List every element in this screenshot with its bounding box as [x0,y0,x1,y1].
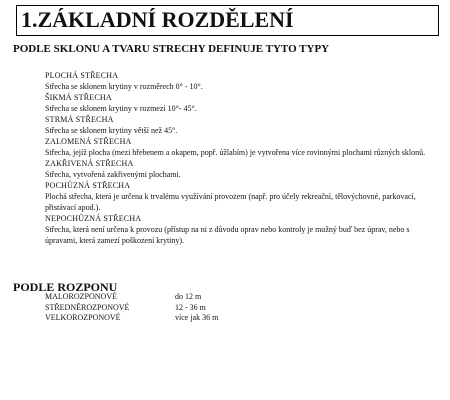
table-row [45,313,218,324]
roof-type-description: Střecha, jejíž plocha (mezi hřebenem a okapem, popř. úžlabím) je vytvořena více rovinnými plochami různých sklonů. [45,148,426,157]
span-category: STŘEDNĚROZPONOVÉ [45,302,130,312]
roof-type-name: ŠIKMÁ STŘECHA [45,93,112,102]
list-item [45,158,440,180]
span-category: VELKOROZPONOVÉ [45,313,121,322]
list-item [45,136,440,158]
roof-type-name: POCHŮZNÁ STŘECHA [45,181,131,190]
list-item [45,92,440,114]
roof-type-description: Střecha, která není určena k provozu (přístup na ni z důvodu oprav nebo kontroly je možný buď bez úprav, nebo s úpravami, která zamezí poškození krytiny). [45,225,410,245]
list-item [45,70,440,92]
table-row [45,292,218,303]
roof-type-description: Střecha se sklonem krytiny v rozměrech 0° - 10°. [45,82,203,91]
table-row [45,303,218,314]
list-item [45,213,440,246]
roof-type-description: Střecha se sklonem krytiny v rozmezí 10°- 45°. [45,104,197,113]
list-item [45,180,440,213]
section-heading-slope: PODLE SKLONU A TVARU STRECHY DEFINUJE TYTO TYPY [13,43,330,55]
span-range: více jak 36 m [175,313,219,322]
roof-type-description: Plochá střecha, která je určena k trvalému využívání provozem (např. pro účely rekreační, tělovýchovné, parkovací, přistávací apod.). [45,192,416,212]
span-category: MALOROZPONOVÉ [45,292,117,301]
roof-type-name: ZALOMENÁ STŘECHA [45,137,132,146]
span-range: 12 - 36 m [175,302,206,312]
roof-type-name: NEPOCHŮZNÁ STŘECHA [45,214,142,223]
section-heading-span: PODLE ROZPONU [13,280,118,294]
roof-type-name: ZAKŘIVENÁ STŘECHA [45,159,134,168]
roof-type-description: Střecha se sklonem krytiny větší než 45°. [45,126,178,135]
span-table [45,292,218,324]
roof-type-description: Střecha, vytvořená zakřivenými plochami. [45,170,181,179]
roof-type-list [45,70,440,246]
roof-type-name: PLOCHÁ STŘECHA [45,71,119,80]
page-title: 1.ZÁKLADNÍ ROZDĚLENÍ [16,5,439,36]
span-range: do 12 m [175,292,202,301]
list-item [45,114,440,136]
roof-type-name: STRMÁ STŘECHA [45,115,114,124]
